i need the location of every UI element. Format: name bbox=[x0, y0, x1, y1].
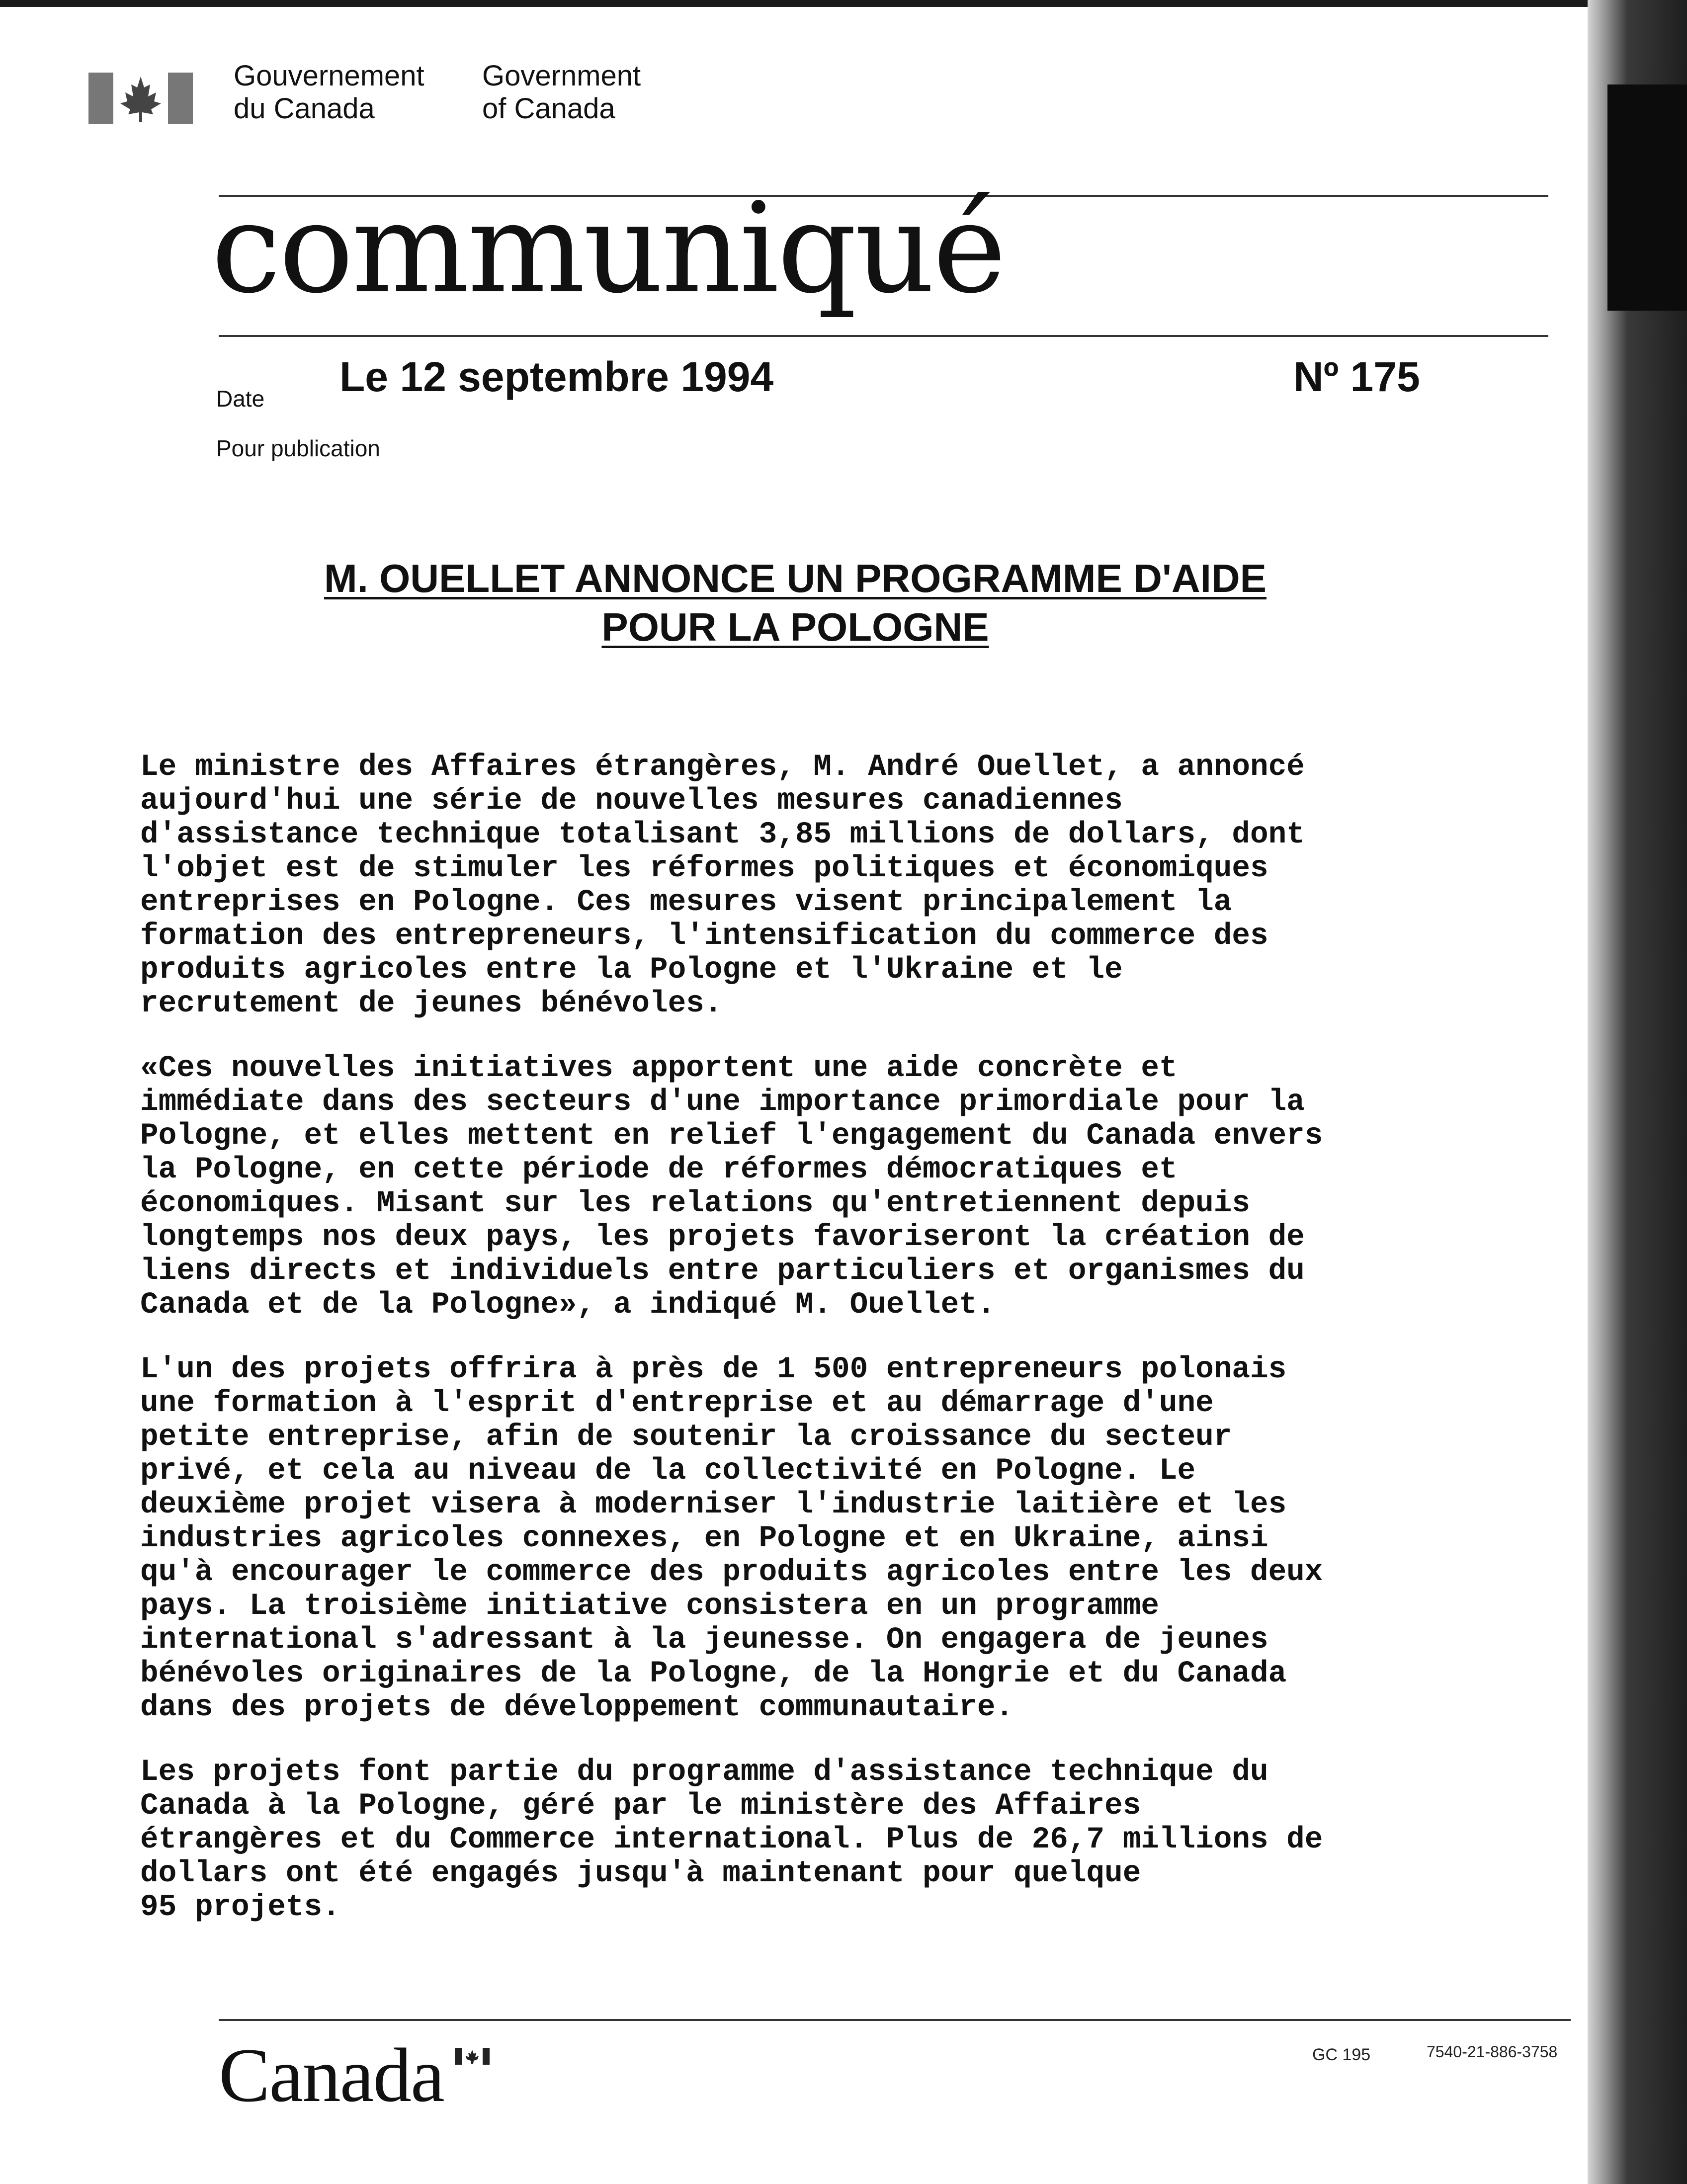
body-paragraph: L'un des projets offrira à près de 1 500 entrepreneurs polonais une formation à l'esprit d'entreprise et au démarrage d'une petite entreprise, afin de soutenir la croissance du secteur privé, et cela au niveau de la collectivité en Pologne. Le deuxième projet visera à moderniser l'industrie laitière et les industries agricoles connexes, en Pologne et en Ukraine, ainsi qu'à encourager le commerce des produits agricoles entre les deux pays. La troisième initiative consistera en un programme international s'adressant à la jeunesse. On engagera de jeunes bénévoles originaires de la Pologne, de la Hongrie et du Canada dans des projets de développement communautaire. bbox=[140, 1352, 1323, 1725]
header-rule-bottom bbox=[219, 335, 1548, 337]
headline-line1: M. OUELLET ANNONCE UN PROGRAMME D'AIDE bbox=[324, 556, 1267, 600]
canada-flag-icon bbox=[88, 71, 193, 126]
headline bbox=[149, 554, 1441, 652]
canada-wordmark-flag-icon bbox=[455, 2047, 490, 2066]
publication-label: Pour publication bbox=[216, 435, 380, 461]
footer-rule bbox=[219, 2019, 1571, 2021]
binder-tab-marker bbox=[1607, 196, 1687, 311]
body-paragraph: Le ministre des Affaires étrangères, M. André Ouellet, a annoncé aujourd'hui une série de nouvelles mesures canadiennes d'assistance technique totalisant 3,85 millions de dollars, dont l'objet est de stimuler les réformes politiques et économiques entreprises en Pologne. Ces mesures visent principalement la formation des entrepreneurs, l'intensification du commerce des produits agricoles entre la Pologne et l'Ukraine et le recrutement de jeunes bénévoles. bbox=[140, 750, 1305, 1021]
binder-tab-marker bbox=[1607, 84, 1687, 199]
gov-fr-line2: du Canada bbox=[234, 92, 375, 125]
canada-wordmark: Canada bbox=[219, 2032, 444, 2118]
scan-page-edge bbox=[1588, 0, 1687, 2184]
body-paragraph: Les projets font partie du programme d'assistance technique du Canada à la Pologne, géré par le ministère des Affaires étrangères et du Commerce international. Plus de 26,7 millions de dollars ont été engagés jusqu'à maintenant pour quelque 95 projets. bbox=[140, 1755, 1323, 1925]
release-number: Nº 175 bbox=[1293, 353, 1420, 400]
document-title: communiqué bbox=[211, 176, 1005, 321]
gov-fr-line1: Gouvernement bbox=[234, 60, 424, 92]
body-paragraph: «Ces nouvelles initiatives apportent une aide concrète et immédiate dans des secteurs d'une importance primordiale pour la Pologne, et elles mettent en relief l'engagement du Canada envers la Pologne, en cette période de réformes démocratiques et économiques. Misant sur les relations qu'entretiennent depuis longtemps nos deux pays, les projets favoriseront la création de liens directs et individuels entre particuliers et organismes du Canada et de la Pologne», a indiqué M. Ouellet. bbox=[140, 1051, 1323, 1322]
date-label: Date bbox=[216, 386, 265, 412]
form-number: 7540-21-886-3758 bbox=[1427, 2043, 1558, 2061]
government-name-french bbox=[234, 60, 424, 125]
headline-line2: POUR LA POLOGNE bbox=[601, 605, 989, 649]
date-value: Le 12 septembre 1994 bbox=[339, 353, 774, 400]
gov-en-line1: Government bbox=[482, 60, 641, 92]
gov-en-line2: of Canada bbox=[482, 92, 615, 125]
scan-top-edge bbox=[0, 0, 1687, 7]
form-code: GC 195 bbox=[1312, 2045, 1371, 2064]
body-text bbox=[140, 751, 1482, 1955]
government-name-english bbox=[482, 60, 641, 125]
